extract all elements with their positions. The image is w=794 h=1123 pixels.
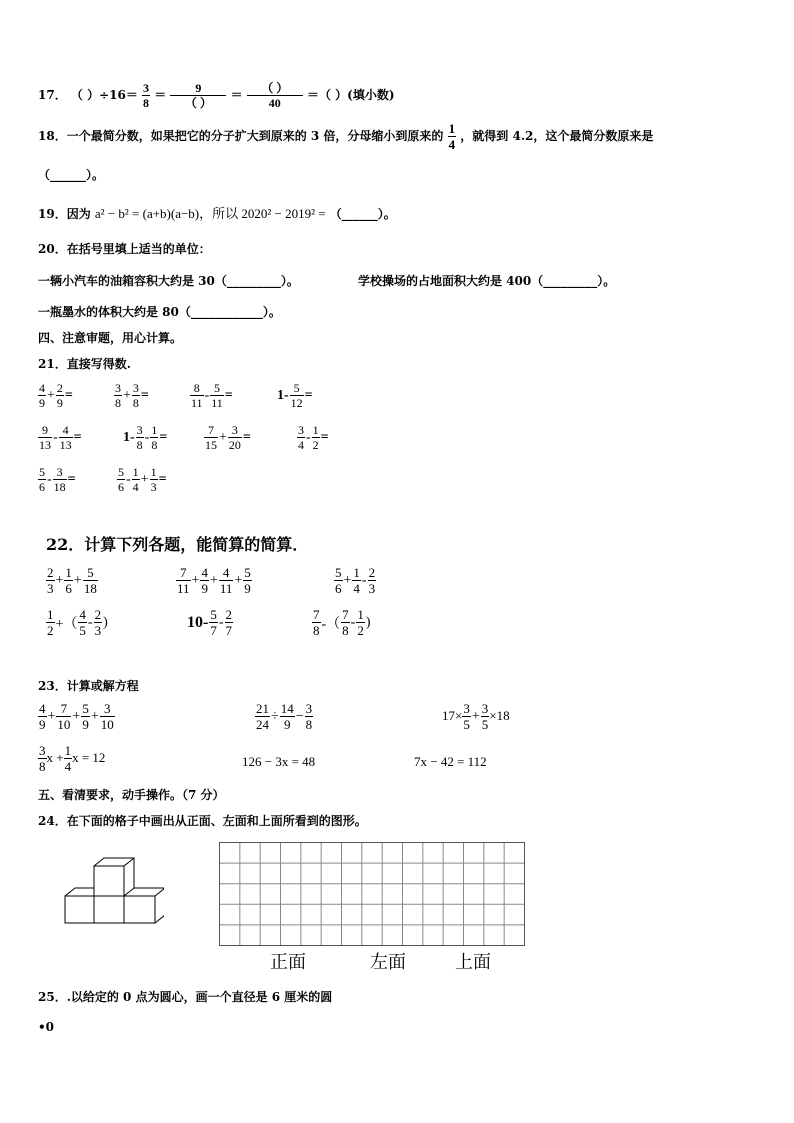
q17-tail[interactable]: ＝（ ）(填小数)	[306, 88, 395, 102]
q21-item-10: $\frac{5}{6}$ - $\frac{1}{4}$ + $\frac{1}{3}$ =	[118, 465, 167, 494]
q21-item-7: $\frac{7}{15}$ + $\frac{3}{20}$ =	[205, 423, 251, 452]
q21-item-8: $\frac{3}{4}$ - $\frac{1}{2}$ =	[298, 423, 329, 452]
q22-title: 22．计算下列各题，能简算的简算．	[46, 535, 309, 554]
q22-expr-3: $\frac{5}{6}$ + $\frac{1}{4}$ - $\frac{2}{3}$	[335, 565, 376, 596]
q23-equation-3: 7x − 42 = 112	[414, 754, 487, 769]
q22-expr-6: $\frac{7}{8}$ -（ $\frac{7}{8}$ - $\frac{1}{2}$ )	[313, 607, 371, 638]
q22-expr-5: 10- $\frac{5}{7}$ - $\frac{2}{7}$	[187, 607, 232, 638]
q23-expr-1: $\frac{4}{9}$ + $\frac{7}{10}$ + $\frac{5}{9}$ + $\frac{3}{10}$	[39, 701, 114, 732]
q21-item-4: 1- $\frac{5}{12}$ =	[277, 381, 313, 410]
q21-item-1: $\frac{4}{9}$ + $\frac{2}{9}$ =	[39, 381, 73, 410]
q24-title: 24．在下面的格子中画出从正面、左面和上面所看到的图形。	[38, 814, 367, 828]
q19-blank[interactable]: （______）。	[329, 207, 396, 221]
label-left-view: 左面	[370, 952, 406, 973]
q21-item-6: 1- $\frac{3}{8}$ - $\frac{1}{8}$ =	[123, 423, 168, 452]
q17: 17． （ ）÷16＝ $\frac{3}{8}$ ＝ 9 （ ） ＝ （ ） 40 ＝（ ）(填小数)	[38, 81, 395, 110]
q22-expr-1: $\frac{2}{3}$ + $\frac{1}{6}$ + $\frac{5}{18}$	[47, 565, 97, 596]
cube-stack-figure	[62, 856, 164, 926]
q21-item-2: $\frac{3}{8}$ + $\frac{3}{8}$ =	[115, 381, 149, 410]
q20-line1[interactable]: 一辆小汽车的油箱容积大约是 30（_________）。	[38, 274, 299, 288]
q18: 18．一个最简分数，如果把它的分子扩大到原来的 3 倍，分母缩小到原来的 $\frac{1}{4}$ ，就得到 4.2，这个最简分数原来是	[38, 121, 654, 152]
q18-fraction: $\frac{1}{4}$	[448, 121, 456, 152]
q17-frac1: $\frac{3}{8}$	[143, 81, 150, 110]
section-4-heading: 四、注意审题，用心计算。	[38, 331, 183, 345]
q20-line2[interactable]: 学校操场的占地面积大约是 400（_________）。	[358, 274, 616, 288]
q20-title: 20．在括号里填上适当的单位：	[38, 242, 211, 256]
q23-title: 23．计算或解方程	[38, 679, 139, 693]
q19-formula: a² − b² = (a+b)(a−b)，所以 2020² − 2019² =	[94, 206, 326, 221]
q23-equation-2: 126 − 3x = 48	[242, 754, 316, 769]
q23-expr-2: $\frac{21}{24}$ ÷ $\frac{14}{9}$ − $\frac{3}{8}$	[256, 701, 313, 732]
q21-item-9: $\frac{5}{6}$ - $\frac{3}{18}$ =	[39, 465, 76, 494]
center-point-0[interactable]: •0	[38, 1020, 55, 1034]
q23-expr-3: 17× $\frac{3}{5}$ + $\frac{3}{5}$ ×18	[442, 701, 510, 732]
q23-equation-1: $\frac{3}{8}$ x + $\frac{1}{4}$ x = 12	[39, 743, 106, 774]
q25-title: 25．.以给定的 0 点为圆心，画一个直径是 6 厘米的圆	[38, 990, 333, 1004]
label-top-view: 上面	[455, 952, 491, 973]
q21-title: 21．直接写得数.	[38, 357, 131, 371]
q18-answer-blank[interactable]: （______）。	[38, 168, 105, 182]
q22-expr-4: $\frac{1}{2}$ +（ $\frac{4}{5}$ - $\frac{2}{3}$ )	[47, 607, 108, 638]
q21-item-5: $\frac{9}{13}$ - $\frac{4}{13}$ =	[39, 423, 82, 452]
q17-frac3[interactable]: （ ） 40	[247, 82, 303, 109]
q20-line3[interactable]: 一瓶墨水的体积大约是 80（____________）。	[38, 305, 281, 319]
label-front-view: 正面	[270, 952, 306, 973]
q17-frac2[interactable]: 9 （ ）	[170, 82, 226, 109]
q22-expr-2: $\frac{7}{11}$ + $\frac{4}{9}$ + $\frac{4}{11}$ + $\frac{5}{9}$	[177, 565, 251, 596]
q17-lead: （ ）÷16＝	[70, 88, 138, 102]
q17-number: 17．	[38, 88, 67, 102]
q21-item-3: $\frac{8}{11}$ - $\frac{5}{11}$ =	[191, 381, 233, 410]
q19: 19．因为 a² − b² = (a+b)(a−b)，所以 2020² − 2019² = （______）。	[38, 206, 396, 221]
section-5-heading: 五、看清要求，动手操作。（7 分）	[38, 788, 225, 802]
drawing-grid[interactable]	[219, 842, 525, 946]
